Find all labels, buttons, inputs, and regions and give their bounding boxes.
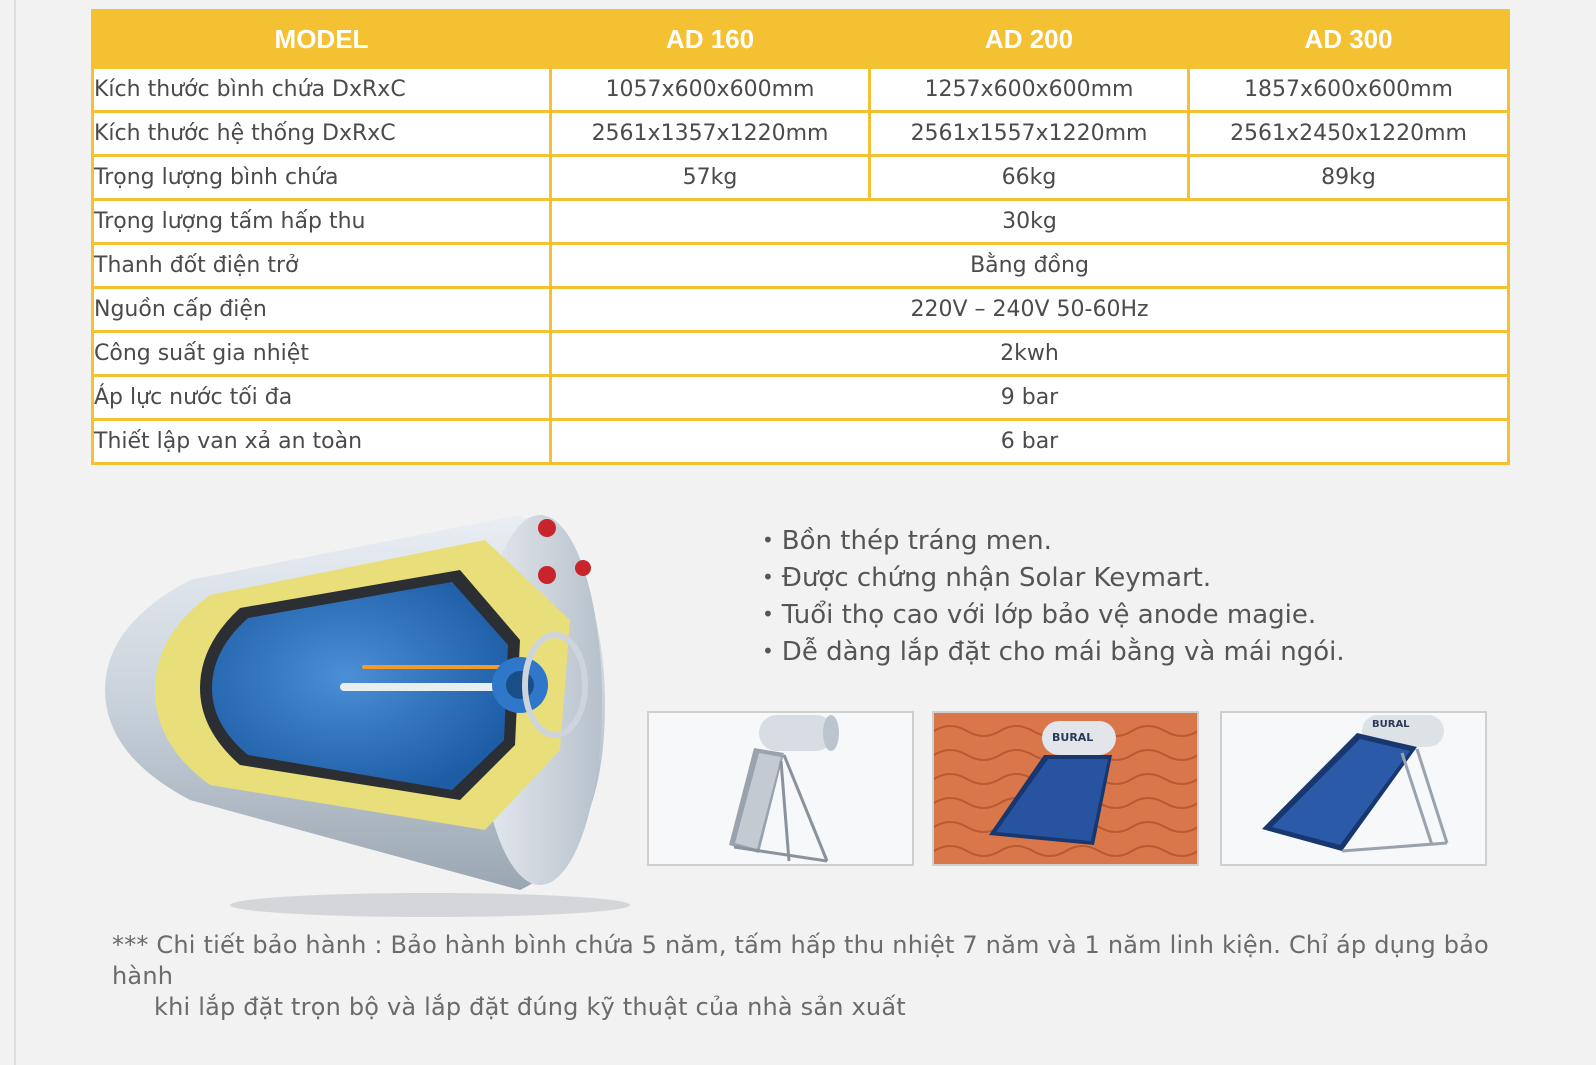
photo-frame-mount: [1220, 711, 1487, 866]
brand-text: BURAL: [1052, 731, 1094, 744]
spec-table: [91, 9, 1510, 465]
table-row: [93, 156, 1509, 200]
spec-table-header-row: [93, 11, 1509, 68]
footnote-line-2: khi lắp đặt trọn bộ và lắp đặt đúng kỹ thuật của nhà sản xuất: [154, 993, 906, 1021]
row-label: Trọng lượng tấm hấp thu: [93, 200, 551, 244]
table-row: [93, 288, 1509, 332]
row-label: Kích thước bình chứa DxRxC: [93, 68, 551, 112]
warranty-footnote: [112, 930, 1532, 1023]
cell-value: 6 bar: [551, 420, 1509, 464]
row-label: Áp lực nước tối đa: [93, 376, 551, 420]
row-label: Nguồn cấp điện: [93, 288, 551, 332]
table-row: [93, 112, 1509, 156]
table-row: [93, 376, 1509, 420]
cell-value: 30kg: [551, 200, 1509, 244]
header-model: MODEL: [93, 11, 551, 68]
photo-flat-roof-mount: [647, 711, 914, 866]
cell-value: 2561x2450x1220mm: [1189, 112, 1509, 156]
cell-value: 220V – 240V 50-60Hz: [551, 288, 1509, 332]
brand-text: BURAL: [1372, 719, 1410, 730]
table-row: [93, 332, 1509, 376]
row-label: Trọng lượng bình chứa: [93, 156, 551, 200]
feature-item: • Bồn thép tráng men.: [762, 522, 1345, 559]
page-left-border: [14, 0, 16, 1065]
cell-value: 2kwh: [551, 332, 1509, 376]
feature-item: • Được chứng nhận Solar Keymart.: [762, 559, 1345, 596]
feature-item: • Dễ dàng lắp đặt cho mái bằng và mái ngói.: [762, 633, 1345, 670]
row-label: Công suất gia nhiệt: [93, 332, 551, 376]
footnote-line-1: *** Chi tiết bảo hành : Bảo hành bình chứa 5 năm, tấm hấp thu nhiệt 7 năm và 1 năm linh kiện. Chỉ áp dụng bảo hành: [112, 931, 1489, 990]
cell-value: 57kg: [551, 156, 870, 200]
table-row: [93, 68, 1509, 112]
table-row: [93, 244, 1509, 288]
header-ad200: AD 200: [870, 11, 1189, 68]
cell-value: 1257x600x600mm: [870, 68, 1189, 112]
cell-value: 89kg: [1189, 156, 1509, 200]
row-label: Thiết lập van xả an toàn: [93, 420, 551, 464]
table-row: [93, 200, 1509, 244]
cell-value: 2561x1357x1220mm: [551, 112, 870, 156]
table-row: [93, 420, 1509, 464]
cell-value: 66kg: [870, 156, 1189, 200]
cell-value: 1857x600x600mm: [1189, 68, 1509, 112]
header-ad300: AD 300: [1189, 11, 1509, 68]
feature-list: [762, 522, 1345, 670]
photo-tiled-roof-mount: [932, 711, 1199, 866]
cell-value: 2561x1557x1220mm: [870, 112, 1189, 156]
cell-value: 9 bar: [551, 376, 1509, 420]
row-label: Kích thước hệ thống DxRxC: [93, 112, 551, 156]
feature-item: • Tuổi thọ cao với lớp bảo vệ anode magie.: [762, 596, 1345, 633]
cell-value: 1057x600x600mm: [551, 68, 870, 112]
tank-cutaway-illustration: [100, 500, 660, 930]
header-ad160: AD 160: [551, 11, 870, 68]
row-label: Thanh đốt điện trở: [93, 244, 551, 288]
cell-value: Bằng đồng: [551, 244, 1509, 288]
